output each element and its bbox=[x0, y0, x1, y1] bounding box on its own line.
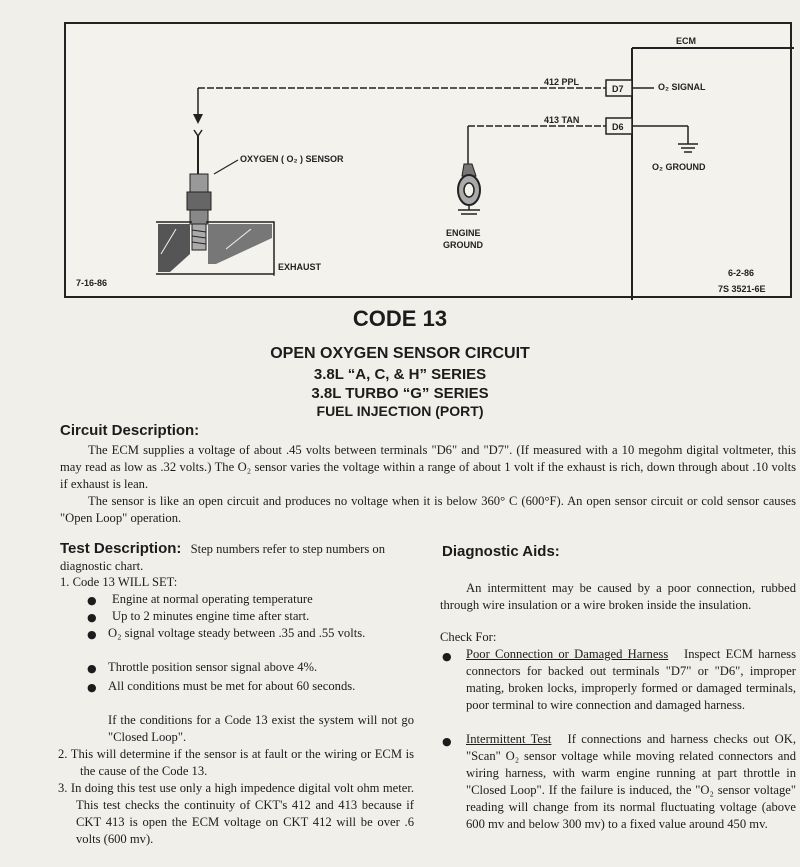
wiring-diagram-svg bbox=[66, 24, 794, 300]
test-item-2: 2. This will determine if the sensor is at fault or the wiring or ECM is the cause of the Code 13. bbox=[58, 747, 414, 778]
figure-id: 7S 3521-6E bbox=[718, 284, 766, 294]
subtitle-circuit: OPEN OXYGEN SENSOR CIRCUIT bbox=[270, 345, 530, 362]
bullet-icon: ● bbox=[87, 594, 97, 607]
date-right: 6-2-86 bbox=[728, 268, 755, 278]
aids-bullet-2-text: If connections and harness checks out OK, "Scan" O₂ sensor voltage while moving related connectors and wiring harness, with warm engine running at part throttle in "Closed Loop". If the failure is induced, the "O₂ sensor voltage" reading will change from its normal fluctuating voltage (above 600 mv and below 300 mv) to a fixed value around 450 mv. bbox=[466, 732, 796, 831]
signal-label: O₂ SIGNAL bbox=[658, 82, 706, 92]
engine-ground-line2: GROUND bbox=[443, 240, 483, 250]
bullet-icon: ● bbox=[442, 650, 452, 663]
aids-intro: An intermittent may be caused by a poor connection, rubbed through wire insulation or a wire broken inside the insulation. bbox=[440, 581, 796, 612]
terminal-d6-label: D6 bbox=[612, 122, 624, 132]
aids-bullet-1-title: Poor Connection or Damaged Harness bbox=[466, 647, 669, 661]
aids-check-for: Check For: bbox=[440, 630, 497, 644]
subtitle-series-ach: 3.8L “A, C, & H” SERIES bbox=[313, 366, 487, 383]
test-description-block bbox=[60, 540, 418, 575]
oxygen-sensor-icon bbox=[187, 130, 211, 250]
test-bullet-5: All conditions must be met for about 60 seconds. bbox=[108, 679, 356, 693]
wire-412-label: 412 PPL bbox=[544, 77, 580, 87]
aids-bullet-1 bbox=[466, 646, 796, 714]
test-bullet-4: Throttle position sensor signal above 4%. bbox=[108, 660, 318, 674]
test-item-3: 3. In doing this test use only a high impedence digital volt ohm meter. This test checks the continuity of CKT's 412 and 413 because if CKT 413 is open the ECM voltage on CKT 412 will be over .6 volts (600 mv). bbox=[58, 781, 414, 846]
aids-bullet-1-text: Inspect ECM harness connectors for backed out terminals "D7" or "D6", improper mating, broken locks, improperly formed or damaged terminals, poor terminal to wire connection and damaged harness. bbox=[466, 647, 796, 712]
exhaust-pipe-icon bbox=[156, 222, 274, 274]
test-item-1: 1. Code 13 WILL SET: bbox=[60, 575, 178, 589]
circuit-para1: The ECM supplies a voltage of about .45 volts between terminals "D6" and "D7". (If measured with a 10 megohm digital voltmeter, this may read as low as .32 volts.) The O₂ sensor varies the voltage within a range of about 1 volt if the exhaust is rich, down through about .10 volts if exhaust is lean. bbox=[60, 443, 796, 491]
engine-ground-lug-icon bbox=[458, 164, 480, 214]
aids-bullet-2-title: Intermittent Test bbox=[466, 732, 552, 746]
aids-heading: Diagnostic Aids: bbox=[442, 543, 560, 560]
bullet-icon: ● bbox=[87, 662, 97, 675]
sensor-label: OXYGEN ( O₂ ) SENSOR bbox=[240, 154, 344, 164]
test-intro: Step numbers refer to step numbers on diagnostic chart. bbox=[60, 542, 386, 573]
ecm-label: ECM bbox=[676, 36, 696, 46]
date-left: 7-16-86 bbox=[76, 278, 108, 288]
ecm-ground-icon bbox=[678, 144, 698, 152]
sensor-pointer bbox=[214, 160, 238, 174]
engine-ground-line1: ENGINE bbox=[446, 228, 481, 238]
subtitle-fuel-injection: FUEL INJECTION (PORT) bbox=[316, 403, 484, 419]
arrow-icon bbox=[193, 114, 203, 124]
subtitle-series-g: 3.8L TURBO “G” SERIES bbox=[311, 385, 489, 402]
test-heading: Test Description: bbox=[60, 540, 182, 557]
test-bullet-2: Up to 2 minutes engine time after start. bbox=[112, 609, 310, 623]
test-bullet-1: Engine at normal operating temperature bbox=[112, 592, 313, 606]
bullet-icon: ● bbox=[87, 681, 97, 694]
page-title: CODE 13 bbox=[352, 306, 448, 331]
circuit-para2: The sensor is like an open circuit and produces no voltage when it is below 360° C (600°F). An open sensor circuit or cold sensor causes "Open Loop" operation. bbox=[60, 494, 796, 525]
wiring-diagram bbox=[64, 22, 792, 298]
exhaust-label: EXHAUST bbox=[278, 262, 322, 272]
terminal-d7-label: D7 bbox=[612, 84, 624, 94]
test-item-1-note: If the conditions for a Code 13 exist the system will not go "Closed Loop". bbox=[108, 713, 414, 744]
wire-413-label: 413 TAN bbox=[544, 115, 580, 125]
bullet-icon: ● bbox=[442, 735, 452, 748]
circuit-heading: Circuit Description: bbox=[60, 422, 200, 439]
bullet-icon: ● bbox=[87, 611, 97, 624]
aids-bullet-2 bbox=[466, 731, 796, 833]
bullet-icon: ● bbox=[87, 628, 97, 641]
test-bullet-3: O₂ signal voltage steady between .35 and .55 volts. bbox=[108, 626, 366, 640]
ground-label: O₂ GROUND bbox=[652, 162, 706, 172]
